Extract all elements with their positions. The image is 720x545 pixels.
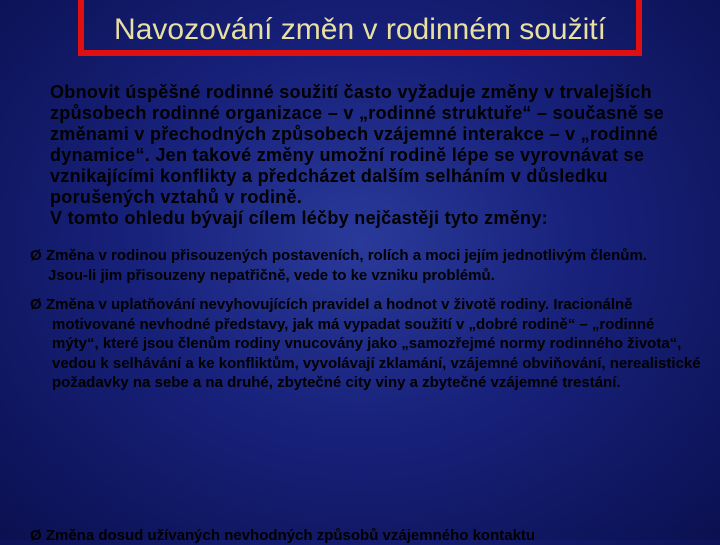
bullet-line: vedou k selhávání a ke konfliktům, vyvolávají zklamání, vzájemné obviňování, nerealistické [52, 354, 701, 372]
arrow-bullet-icon: Ø [30, 296, 42, 313]
bullet-line: mýty“, které jsou členům rodiny vnucovány jako „samozřejmé normy rodinného života“, [52, 335, 682, 352]
intro-lead-in: V tomto ohledu bývají cílem léčby nejčastěji tyto změny: [50, 208, 548, 228]
bullet-line: Jsou-li jim přisouzeny nepatřičně, vede to ke vzniku problémů. [48, 266, 495, 284]
intro-text [30, 82, 702, 229]
bullet-lead: Změna v rodinou přisouzených postaveních, rolích a moci jejím jednotlivým členům. [46, 247, 647, 264]
slide-title: Navozování změn v rodinném soužití [114, 13, 606, 47]
cut-off-bullet: Ø Změna dosud užívaných nevhodných způsobů vzájemného kontaktu [30, 527, 536, 544]
intro-paragraph: Obnovit úspěšné rodinné soužití často vyžaduje změny v trvalejších způsobech rodinné organizace – v „rodinné struktuře“ – současně se změnami v přechodných způsobech vzájemné interakce – v „rodinné dynamice“. Jen takové změny umožní rodině lépe se vyrovnávat se vznikajícími konflikty a předcházet dalším selháním v důsledku porušených vztahů v rodině. [50, 82, 664, 207]
bullet-line: požadavky na sebe a na druhé, zbytečné city viny a zbytečné vzájemné trestání. [52, 374, 621, 391]
bullet-list [30, 246, 706, 403]
bullet-lead: Změna v uplatňování nevyhovujících pravidel a hodnot v životě rodiny. Iracionálně [46, 296, 633, 313]
bullet-item-rules [30, 295, 706, 393]
arrow-bullet-icon: Ø [30, 247, 42, 264]
bullet-item-roles [30, 246, 706, 285]
bullet-line: motivované nevhodné představy, jak má vypadat soužití v „dobré rodině“ – „rodinné [52, 315, 655, 333]
